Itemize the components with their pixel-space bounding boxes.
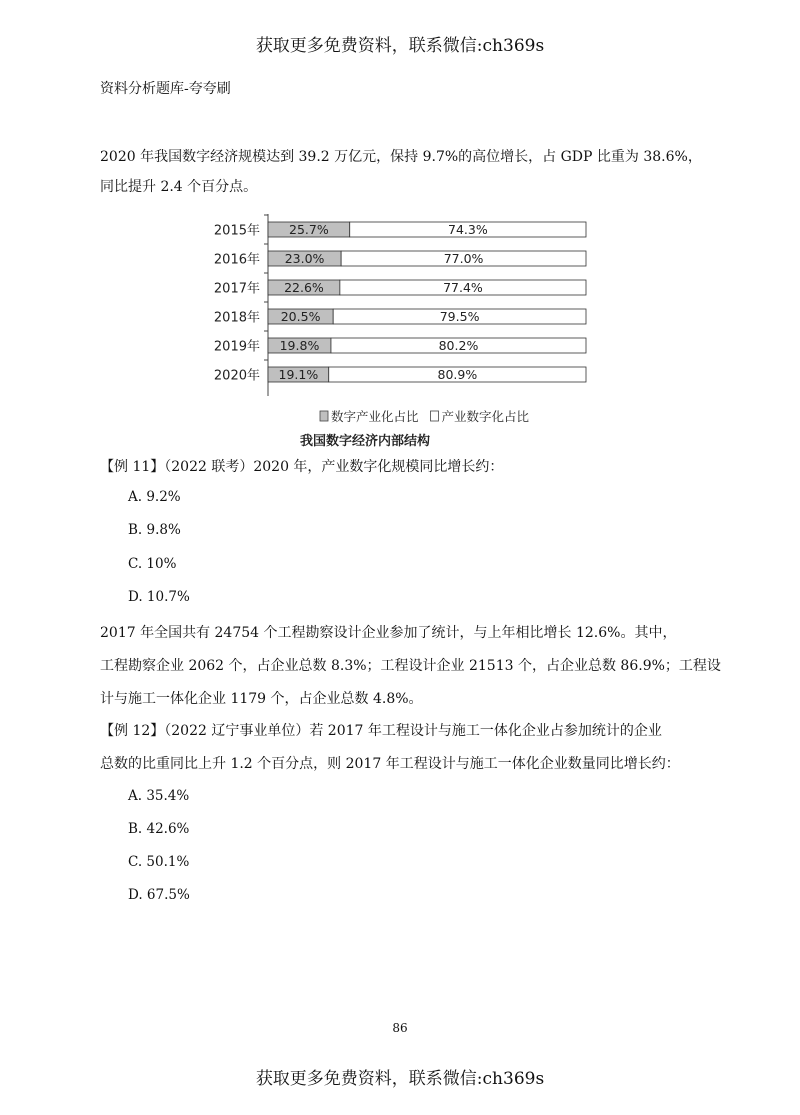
y-tick-label: 2016年	[213, 252, 260, 268]
question-12-option-b: B. 42.6%	[128, 821, 190, 837]
y-tick-label: 2020年	[213, 368, 260, 384]
passage1-line1: 2020 年我国数字经济规模达到 39.2 万亿元，保持 9.7%的高位增长，占 GDP 比重为 38.6%，	[100, 149, 702, 165]
data-label: 80.9%	[437, 367, 478, 382]
question-11-option-a: A. 9.2%	[128, 489, 181, 505]
data-label: 22.6%	[284, 280, 324, 295]
y-tick-label: 2017年	[213, 281, 260, 297]
legend-label: 数字产业化占比	[331, 409, 419, 424]
y-tick-label: 2015年	[213, 223, 260, 239]
passage1-line2: 同比提升 2.4 个百分点。	[100, 179, 258, 195]
data-label: 23.0%	[284, 251, 325, 266]
data-label: 74.3%	[448, 222, 488, 237]
question-12-option-d: D. 67.5%	[128, 887, 190, 903]
question-11-option-b: B. 9.8%	[128, 522, 181, 538]
data-label: 20.5%	[280, 309, 321, 324]
page-number: 86	[392, 1021, 408, 1035]
y-tick-label: 2018年	[213, 310, 260, 326]
watermark-banner-bottom: 获取更多免费资料，联系微信:ch369s	[255, 1069, 545, 1089]
stacked-bar-chart	[195, 210, 595, 450]
question-12-option-c: C. 50.1%	[128, 854, 190, 870]
data-label: 19.1%	[278, 367, 319, 382]
data-label: 77.4%	[443, 280, 483, 295]
question-11-option-d: D. 10.7%	[128, 589, 190, 605]
question-12-stem-line2: 总数的比重同比上升 1.2 个百分点，则 2017 年工程设计与施工一体化企业数量同比增长约：	[100, 756, 680, 772]
data-label: 19.8%	[279, 338, 320, 353]
passage2-line2: 工程勘察企业 2062 个，占企业总数 8.3%；工程设计企业 21513 个，占企业总数 86.9%；工程设	[100, 658, 721, 674]
watermark-banner-top: 获取更多免费资料，联系微信:ch369s	[255, 36, 545, 56]
passage2-line1: 2017 年全国共有 24754 个工程勘察设计企业参加了统计，与上年相比增长 12.6%。其中，	[100, 625, 677, 641]
data-label: 77.0%	[443, 251, 484, 266]
passage2-line3: 计与施工一体化企业 1179 个，占企业总数 4.8%。	[100, 691, 423, 707]
legend-swatch	[431, 411, 439, 421]
y-tick-label: 2019年	[213, 339, 260, 355]
data-label: 80.2%	[438, 338, 479, 353]
chart-title: 我国数字经济内部结构	[299, 434, 431, 449]
question-12-option-a: A. 35.4%	[128, 788, 190, 804]
data-label: 79.5%	[439, 309, 480, 324]
question-11-option-c: C. 10%	[128, 556, 177, 572]
question-12-stem-line1: 【例 12】（2022 辽宁事业单位）若 2017 年工程设计与施工一体化企业占参加统计的企业	[100, 723, 662, 739]
page-header: 资料分析题库-夸夸刷	[100, 81, 231, 97]
question-11-stem: 【例 11】（2022 联考）2020 年，产业数字化规模同比增长约：	[100, 459, 504, 475]
data-label: 25.7%	[289, 222, 329, 237]
legend-swatch	[320, 411, 328, 421]
legend-label: 产业数字化占比	[441, 409, 530, 424]
